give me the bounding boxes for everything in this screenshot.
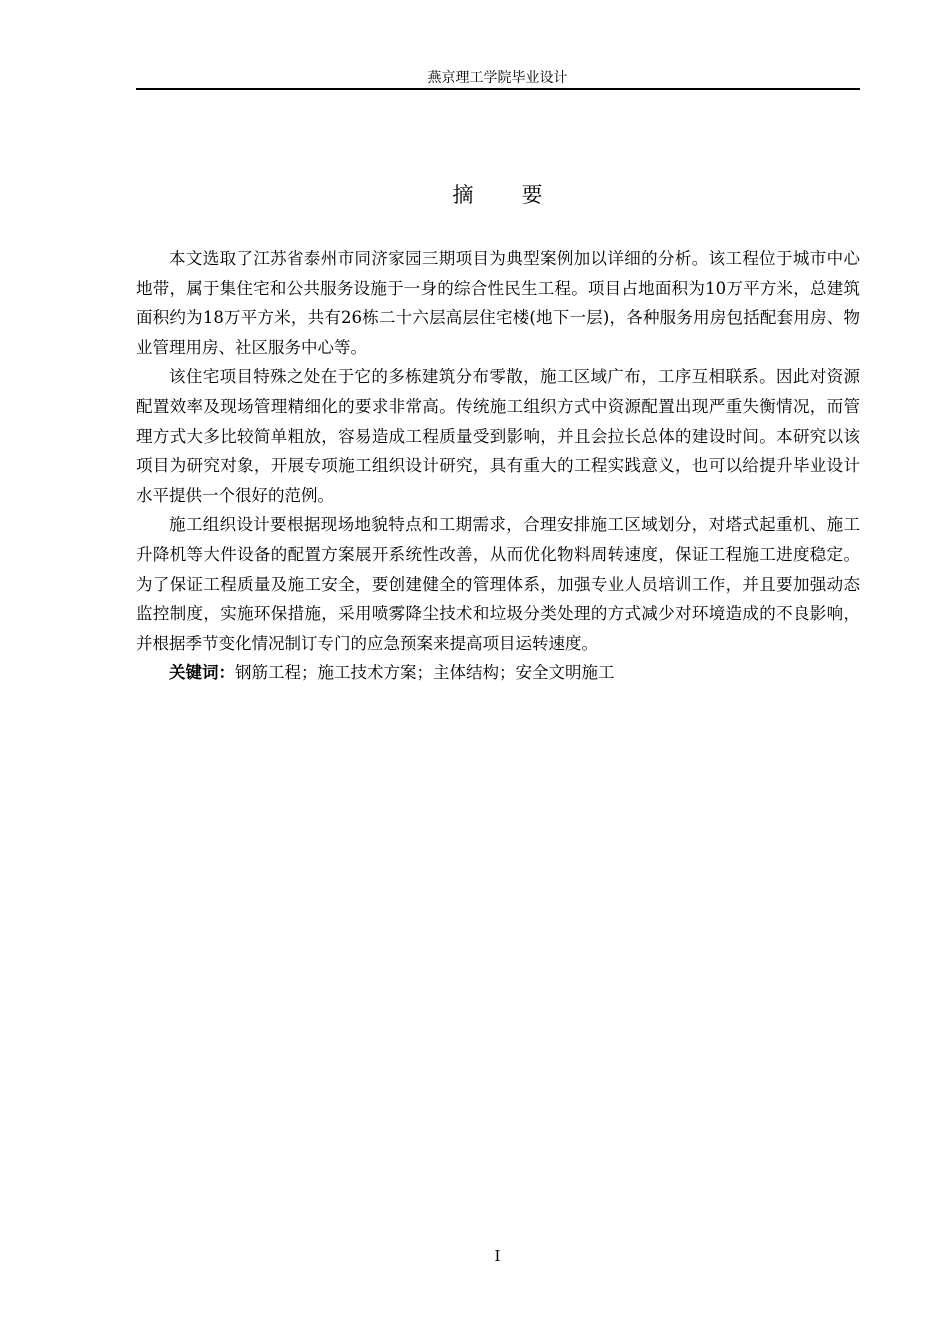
keywords-line (136, 658, 860, 688)
abstract-paragraph-1: 本文选取了江苏省泰州市同济家园三期项目为典型案例加以详细的分析。该工程位于城市中心地带，属于集住宅和公共服务设施于一身的综合性民生工程。项目占地面积为10万平方米，总建筑面积约为18万平方米，共有26栋二十六层高层住宅楼(地下一层)，各种服务用房包括配套用房、物业管理用房、社区服务中心等。 (136, 249, 860, 357)
running-header: 燕京理工学院毕业设计 (427, 70, 568, 86)
keywords-text: 钢筋工程；施工技术方案；主体结构；安全文明施工 (235, 663, 615, 683)
abstract-paragraph-2: 该住宅项目特殊之处在于它的多栋建筑分布零散，施工区域广布，工序互相联系。因此对资源配置效率及现场管理精细化的要求非常高。传统施工组织方式中资源配置出现严重失衡情况，而管理方式大多比较简单粗放，容易造成工程质量受到影响，并且会拉长总体的建设时间。本研究以该项目为研究对象，开展专项施工组织设计研究，具有重大的工程实践意义，也可以给提升毕业设计水平提供一个很好的范例。 (136, 367, 860, 505)
page-number: I (494, 1247, 501, 1265)
abstract-paragraph-3: 施工组织设计要根据现场地貌特点和工期需求，合理安排施工区域划分，对塔式起重机、施工升降机等大件设备的配置方案展开系统性改善，从而优化物料周转速度，保证工程施工进度稳定。为了保证工程质量及施工安全，要创建健全的管理体系，加强专业人员培训工作，并且要加强动态监控制度，实施环保措施，采用喷雾降尘技术和垃圾分类处理的方式减少对环境造成的不良影响，并根据季节变化情况制订专门的应急预案来提高项目运转速度。 (136, 515, 860, 653)
header-divider (136, 88, 860, 90)
keywords-label: 关键词： (169, 663, 235, 683)
abstract-body (136, 244, 860, 688)
abstract-title: 摘要 (452, 183, 591, 207)
